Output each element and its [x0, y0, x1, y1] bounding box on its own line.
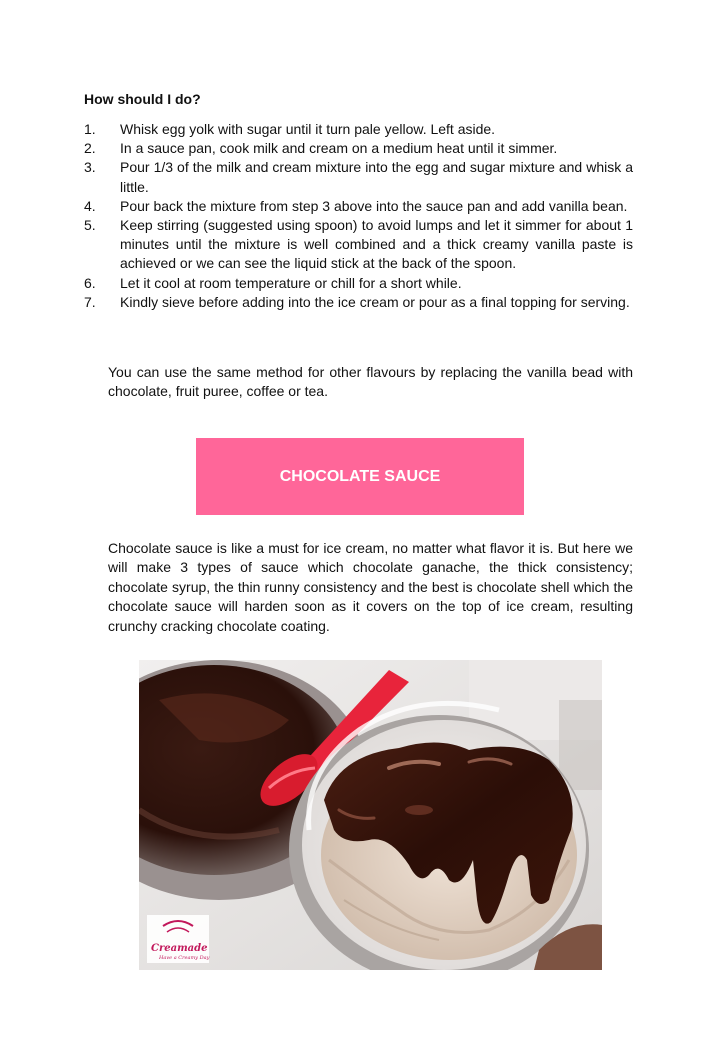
- list-item: [84, 216, 633, 274]
- creamade-logo: [147, 915, 210, 963]
- step-text: Pour back the mixture from step 3 above into the sauce pan and add vanilla bean.: [120, 197, 628, 214]
- list-item: [84, 120, 633, 139]
- step-number: 5.: [84, 217, 96, 234]
- logo-name: Creamade: [151, 943, 208, 954]
- flavour-note: You can use the same method for other flavours by replacing the vanilla bead with chocolate, fruit puree, coffee or tea.: [108, 364, 633, 400]
- step-text: Kindly sieve before adding into the ice cream or pour as a final topping for serving.: [120, 293, 630, 310]
- list-item: [84, 158, 633, 196]
- step-text: Whisk egg yolk with sugar until it turn pale yellow. Left aside.: [120, 121, 496, 137]
- section-banner: [196, 438, 524, 515]
- list-item: [84, 197, 633, 216]
- banner-title: CHOCOLATE SAUCE: [279, 467, 441, 485]
- step-number: 6.: [84, 274, 96, 291]
- step-text: In a sauce pan, cook milk and cream on a medium heat until it simmer.: [120, 140, 558, 157]
- list-item: [84, 139, 633, 158]
- step-text: Let it cool at room temperature or chill for a short while.: [120, 274, 462, 291]
- step-number: 4.: [84, 197, 96, 214]
- ice-cream-photo: [139, 660, 602, 970]
- step-text: Keep stirring (suggested using spoon) to avoid lumps and let it simmer for about 1 minutes until the mixture is well combined and a thick creamy vanilla paste is achieved or we can see the liquid stick at the back of the spoon.: [120, 217, 633, 272]
- step-number: 3.: [84, 159, 96, 176]
- method-steps-list: [84, 120, 633, 312]
- method-heading: How should I do?: [84, 91, 201, 107]
- step-number: 1.: [84, 121, 96, 137]
- logo-tagline: Have a Creamy Day: [159, 955, 210, 961]
- list-item: [84, 274, 633, 293]
- list-item: [84, 293, 633, 312]
- step-number: 2.: [84, 140, 96, 157]
- chocolate-intro-paragraph: Chocolate sauce is like a must for ice cream, no matter what flavor it is. But here we will make 3 types of sauce which chocolate ganache, the thick consistency; chocolate syrup, the thin runny consistency and the best is chocolate shell which the chocolate sauce will harden soon as it covers on the top of ice cream, resulting crunchy cracking chocolate coating.: [108, 540, 633, 634]
- step-text: Pour 1/3 of the milk and cream mixture into the egg and sugar mixture and whisk a little.: [120, 159, 633, 195]
- step-number: 7.: [84, 293, 96, 310]
